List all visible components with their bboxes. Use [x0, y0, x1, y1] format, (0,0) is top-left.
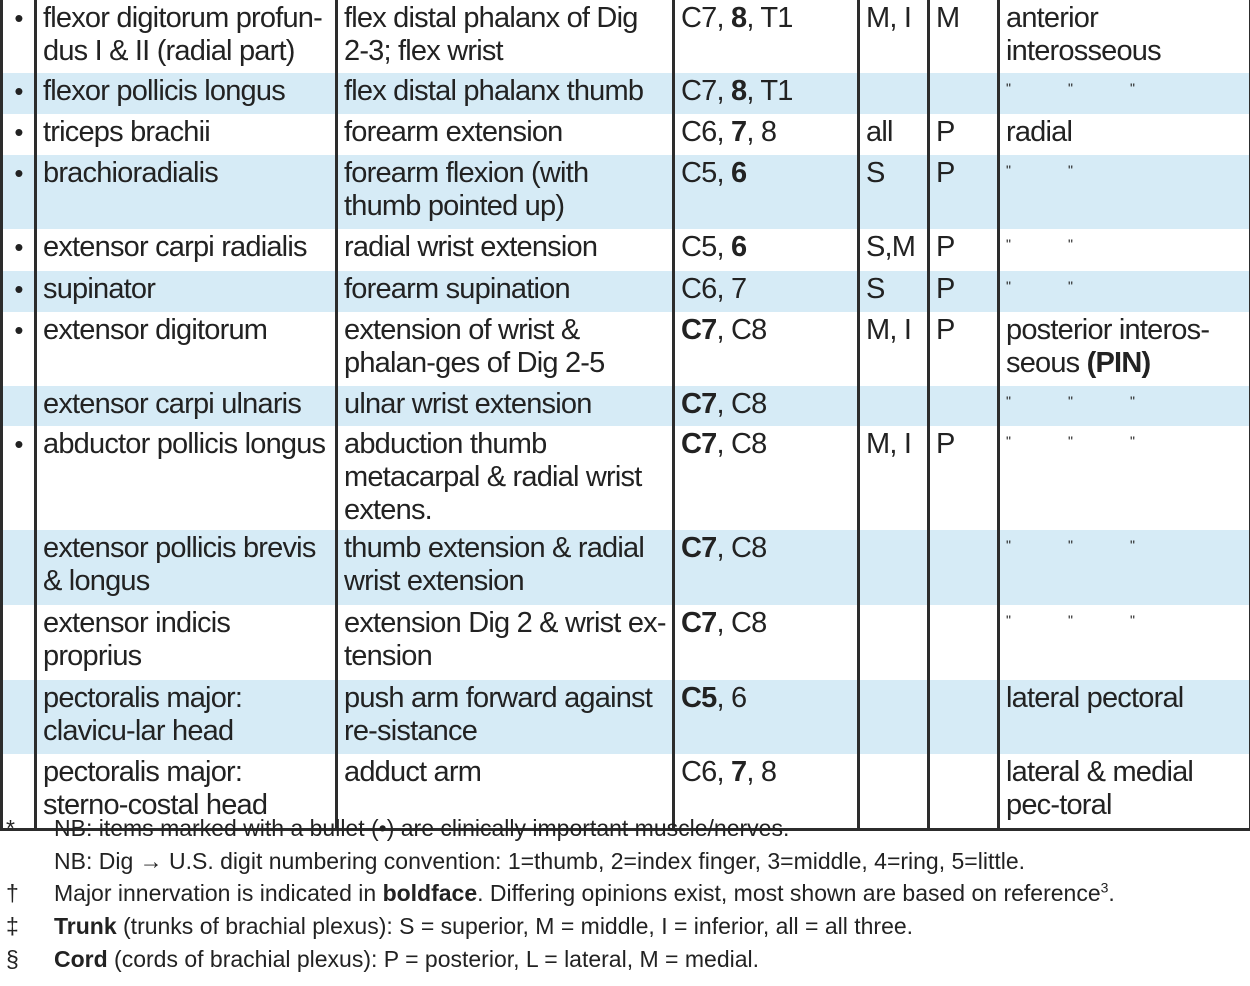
ditto-mark: " [1068, 433, 1073, 449]
ditto-mark: " [1068, 537, 1073, 553]
footnote-text [54, 812, 789, 845]
action-cell: forearm flexion (with thumb pointed up) [337, 155, 674, 229]
bold-text: C7 [681, 532, 717, 564]
cord-cell [929, 73, 999, 114]
cord-cell [929, 530, 999, 605]
roots-cell [674, 229, 859, 271]
text-span: C7, [681, 75, 731, 107]
bullet-cell: • [2, 312, 36, 386]
ditto-mark: " [1006, 278, 1011, 294]
ditto-mark: " [1006, 162, 1011, 178]
ditto-mark: " [1006, 393, 1011, 409]
action-cell: flex distal phalanx thumb [337, 73, 674, 114]
text-span: NB: items marked with a bullet (•) are clinically important muscle/nerves. [54, 815, 790, 841]
text-span: NB: Dig → U.S. digit numbering convention: 1=thumb, 2=index finger, 3=middle, 4=ring, 5=little. [54, 848, 1026, 874]
roots-cell [674, 680, 859, 754]
trunk-cell [859, 386, 929, 426]
ditto-mark: " [1068, 393, 1073, 409]
ditto-mark: " [1068, 80, 1073, 96]
bold-text: 8 [731, 2, 747, 34]
table-row [2, 73, 1250, 114]
text-span: , T1 [746, 2, 793, 34]
text-span: Major innervation is indicated in [54, 880, 383, 906]
muscle-cell: supinator [36, 271, 337, 312]
muscle-cell: extensor carpi ulnaris [36, 386, 337, 426]
trunk-cell [859, 680, 929, 754]
text-span: . [1108, 880, 1115, 906]
footnote [0, 845, 1250, 877]
muscle-cell: triceps brachii [36, 114, 337, 155]
bold-text: 7 [731, 116, 747, 148]
text-span: , T1 [746, 75, 793, 107]
action-cell: adduct arm [337, 754, 674, 829]
text-span: (cords of brachial plexus): P = posterior, L = lateral, M = medial. [107, 946, 760, 972]
bullet-cell: • [2, 114, 36, 155]
text-span: C6, [681, 116, 731, 148]
roots-cell [674, 73, 859, 114]
bold-text: Trunk [54, 913, 117, 939]
text-span: (trunks of brachial plexus): S = superior, M = middle, I = inferior, all = all three. [116, 913, 914, 939]
text-span: , 8 [746, 116, 777, 148]
cord-cell: P [929, 271, 999, 312]
cord-cell [929, 680, 999, 754]
footnotes [0, 812, 1250, 976]
ditto-mark: " [1130, 433, 1135, 449]
trunk-cell: M, I [859, 312, 929, 386]
cord-cell: P [929, 312, 999, 386]
action-cell: abduction thumb metacarpal & radial wrist extens. [337, 426, 674, 530]
nerve-cell [999, 271, 1250, 312]
bold-text: C5 [681, 682, 717, 714]
cord-cell: P [929, 426, 999, 530]
bullet-cell [2, 605, 36, 680]
footnote [0, 943, 1250, 976]
roots-cell [674, 530, 859, 605]
muscle-cell: extensor digitorum [36, 312, 337, 386]
text-span: . Differing opinions exist, most shown are based on reference [477, 880, 1101, 906]
footnote [0, 910, 1250, 943]
bold-text: 8 [731, 75, 747, 107]
text-span: , C8 [716, 428, 767, 460]
roots-cell [674, 312, 859, 386]
roots-cell [674, 155, 859, 229]
nerve-cell [999, 605, 1250, 680]
trunk-cell: M, I [859, 426, 929, 530]
footnote-mark: † [6, 880, 19, 906]
text-span: , C8 [716, 388, 767, 420]
roots-cell [674, 271, 859, 312]
table-row [2, 312, 1250, 386]
bullet-cell: • [2, 73, 36, 114]
text-span: C5, [681, 157, 731, 189]
table-row [2, 426, 1250, 530]
ditto-mark: " [1068, 162, 1073, 178]
ditto-mark: " [1130, 612, 1135, 628]
nerve-cell [999, 680, 1250, 754]
ditto-mark: " [1006, 537, 1011, 553]
text-span: , C8 [716, 607, 767, 639]
bullet-cell: • [2, 271, 36, 312]
trunk-cell: S,M [859, 229, 929, 271]
bold-text: C7 [681, 314, 717, 346]
trunk-cell: S [859, 155, 929, 229]
bullet-cell: • [2, 426, 36, 530]
bold-text: C7 [681, 388, 717, 420]
action-cell: extension Dig 2 & wrist ex-tension [337, 605, 674, 680]
cord-cell: P [929, 114, 999, 155]
roots-cell [674, 0, 859, 73]
action-cell: ulnar wrist extension [337, 386, 674, 426]
text-span: lateral & medial pec-toral [1006, 756, 1194, 821]
cord-cell: M [929, 0, 999, 73]
text-span: , 8 [746, 756, 777, 788]
nerve-cell [999, 114, 1250, 155]
superscript: 3 [1100, 879, 1109, 896]
bullet-cell: • [2, 0, 36, 73]
trunk-cell [859, 530, 929, 605]
table-row [2, 530, 1250, 605]
ditto-mark: " [1068, 612, 1073, 628]
footnote-mark: * [6, 815, 15, 841]
action-cell: forearm supination [337, 271, 674, 312]
ditto-mark: " [1006, 612, 1011, 628]
footnote-text [54, 943, 759, 976]
muscle-cell: pectoralis major: clavicu-lar head [36, 680, 337, 754]
muscle-cell: flexor pollicis longus [36, 73, 337, 114]
table-row [2, 271, 1250, 312]
muscle-cell: extensor indicis proprius [36, 605, 337, 680]
text-span: anterior interosseous [1006, 2, 1161, 67]
ditto-mark: " [1130, 80, 1135, 96]
bold-text: Cord [54, 946, 108, 972]
nerve-cell [999, 386, 1250, 426]
roots-cell [674, 114, 859, 155]
ditto-mark: " [1068, 236, 1073, 252]
bold-text: 6 [731, 157, 747, 189]
table-row [2, 680, 1250, 754]
table-row [2, 114, 1250, 155]
nerve-cell [999, 530, 1250, 605]
footnote-mark: § [6, 946, 19, 972]
text-span: , C8 [716, 314, 767, 346]
text-span: radial [1006, 116, 1073, 148]
action-cell: flex distal phalanx of Dig 2-3; flex wrist [337, 0, 674, 73]
footnote-text [54, 877, 1115, 910]
bullet-cell [2, 386, 36, 426]
cord-cell: P [929, 229, 999, 271]
action-cell: extension of wrist & phalan-ges of Dig 2-5 [337, 312, 674, 386]
text-span: C6, [681, 756, 731, 788]
cord-cell [929, 386, 999, 426]
nerve-cell [999, 312, 1250, 386]
text-span: posterior interos-seous [1006, 314, 1210, 379]
muscle-cell: pectoralis major: sterno-costal head [36, 754, 337, 829]
action-cell: push arm forward against re-sistance [337, 680, 674, 754]
bullet-cell: • [2, 229, 36, 271]
bold-text: boldface [382, 880, 478, 906]
bold-text: (PIN) [1086, 347, 1151, 379]
text-span: lateral pectoral [1006, 682, 1184, 714]
nerve-cell [999, 426, 1250, 530]
bold-text: 6 [731, 231, 747, 263]
nerve-cell [999, 155, 1250, 229]
nerve-cell [999, 0, 1250, 73]
table-row [2, 605, 1250, 680]
ditto-mark: " [1130, 393, 1135, 409]
bullet-cell [2, 530, 36, 605]
bullet-cell [2, 680, 36, 754]
bold-text: C7 [681, 607, 717, 639]
nerve-cell [999, 229, 1250, 271]
text-span: C5, [681, 231, 731, 263]
trunk-cell: M, I [859, 0, 929, 73]
nerve-cell [999, 73, 1250, 114]
cord-cell: P [929, 155, 999, 229]
bold-text: C7 [681, 428, 717, 460]
text-span: C6, 7 [681, 273, 747, 305]
action-cell: radial wrist extension [337, 229, 674, 271]
bold-text: 7 [731, 756, 747, 788]
ditto-mark: " [1006, 236, 1011, 252]
roots-cell [674, 426, 859, 530]
trunk-cell [859, 605, 929, 680]
action-cell: forearm extension [337, 114, 674, 155]
trunk-cell [859, 73, 929, 114]
ditto-mark: " [1068, 278, 1073, 294]
text-span: , 6 [716, 682, 747, 714]
roots-cell [674, 605, 859, 680]
table-row [2, 0, 1250, 73]
footnote-text [54, 845, 1025, 877]
table-row [2, 386, 1250, 426]
text-span: C7, [681, 2, 731, 34]
cord-cell [929, 605, 999, 680]
bullet-cell: • [2, 155, 36, 229]
table-row [2, 155, 1250, 229]
muscle-cell: extensor carpi radialis [36, 229, 337, 271]
roots-cell [674, 386, 859, 426]
footnote-text [54, 910, 913, 943]
trunk-cell: S [859, 271, 929, 312]
footnote [0, 877, 1250, 910]
table-row [2, 229, 1250, 271]
text-span: , C8 [716, 532, 767, 564]
ditto-mark: " [1006, 433, 1011, 449]
ditto-mark: " [1130, 537, 1135, 553]
muscle-cell: brachioradialis [36, 155, 337, 229]
action-cell: thumb extension & radial wrist extension [337, 530, 674, 605]
trunk-cell: all [859, 114, 929, 155]
muscle-cell: abductor pollicis longus [36, 426, 337, 530]
muscle-cell: extensor pollicis brevis & longus [36, 530, 337, 605]
footnote-mark: ‡ [6, 913, 19, 939]
ditto-mark: " [1006, 80, 1011, 96]
muscle-cell: flexor digitorum profun-dus I & II (radial part) [36, 0, 337, 73]
footnote [0, 812, 1250, 845]
